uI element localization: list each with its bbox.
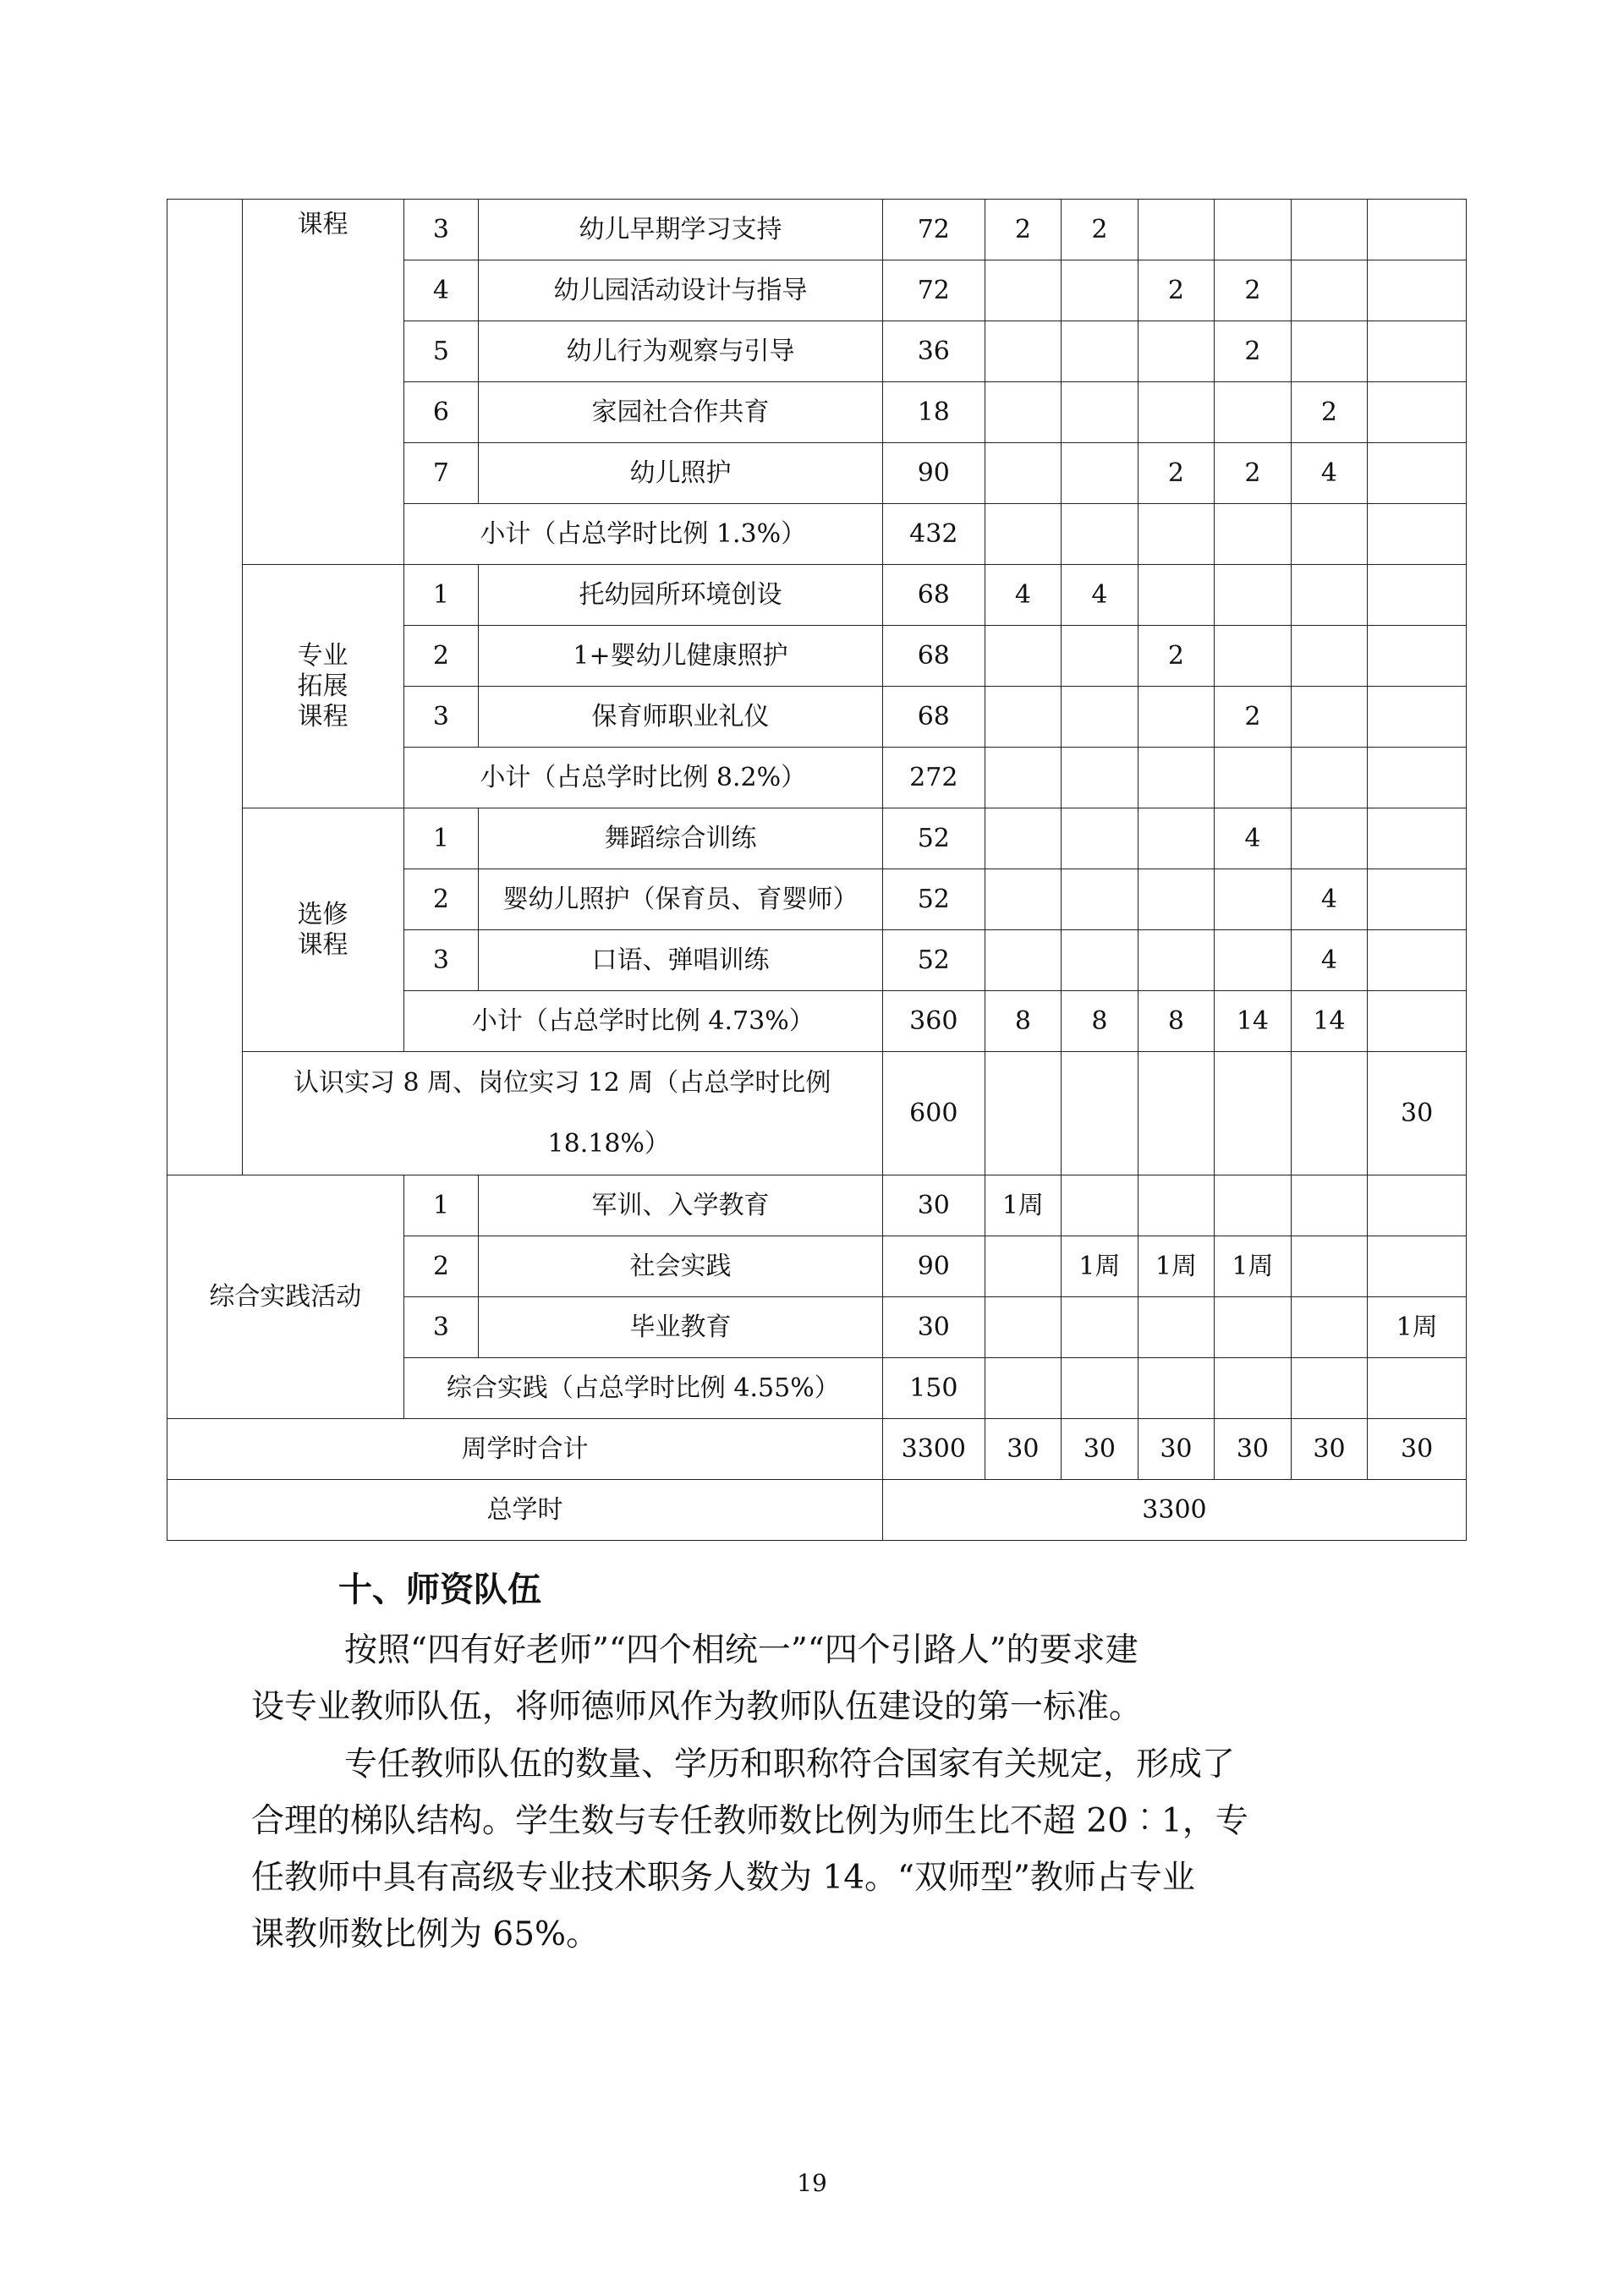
major-group-cell	[167, 200, 243, 1175]
semester-cell	[985, 626, 1062, 687]
semester-cell	[985, 1358, 1062, 1419]
course-hours: 68	[882, 687, 985, 748]
course-name: 社会实践	[479, 1236, 883, 1297]
practice-label: 综合实践活动	[167, 1175, 404, 1419]
course-hours: 90	[882, 443, 985, 504]
semester-cell	[1215, 382, 1292, 443]
semester-cell: 1周	[985, 1175, 1062, 1236]
semester-cell	[1215, 1358, 1292, 1419]
internship-line: 认识实习 8 周、岗位实习 12 周（占总学时比例	[294, 1067, 831, 1098]
semester-cell: 2	[1062, 200, 1138, 260]
semester-cell	[1062, 748, 1138, 808]
semester-cell	[1215, 930, 1292, 991]
semester-cell	[1062, 1175, 1138, 1236]
course-number: 3	[403, 200, 479, 260]
semester-cell	[985, 930, 1062, 991]
section-heading: 十、师资队伍	[338, 1570, 541, 1609]
course-number: 2	[403, 1236, 479, 1297]
semester-cell	[1215, 626, 1292, 687]
course-hours: 18	[882, 382, 985, 443]
semester-cell	[1138, 1358, 1215, 1419]
semester-cell	[1138, 321, 1215, 382]
course-number: 4	[403, 260, 479, 321]
subtotal-label: 小计（占总学时比例 1.3%）	[403, 504, 882, 565]
semester-cell	[985, 808, 1062, 869]
paragraph-1-line: 按照“四有好老师”“四个相统一”“四个引路人”的要求建	[344, 1631, 1138, 1669]
semester-cell	[1062, 930, 1138, 991]
semester-cell	[985, 321, 1062, 382]
semester-cell	[1291, 504, 1368, 565]
course-number: 7	[403, 443, 479, 504]
semester-cell	[1368, 748, 1467, 808]
course-hours: 52	[882, 930, 985, 991]
subtotal-label: 综合实践（占总学时比例 4.55%）	[403, 1358, 882, 1419]
semester-cell	[1291, 200, 1368, 260]
course-name: 毕业教育	[479, 1297, 883, 1358]
semester-cell	[1368, 808, 1467, 869]
semester-cell	[1368, 260, 1467, 321]
semester-cell: 2	[1138, 260, 1215, 321]
semester-cell	[1062, 504, 1138, 565]
semester-cell: 14	[1291, 991, 1368, 1052]
semester-cell	[1215, 565, 1292, 626]
semester-cell: 30	[1291, 1419, 1368, 1480]
category-label-line: 课程	[297, 929, 348, 960]
semester-cell	[1062, 808, 1138, 869]
table-row	[167, 200, 1467, 260]
semester-cell	[1215, 1052, 1292, 1175]
semester-cell	[1138, 1175, 1215, 1236]
semester-cell: 2	[1215, 321, 1292, 382]
category-label	[242, 565, 403, 808]
semester-cell: 30	[985, 1419, 1062, 1480]
course-name: 幼儿早期学习支持	[479, 200, 883, 260]
semester-cell: 30	[1215, 1419, 1292, 1480]
course-number: 1	[403, 1175, 479, 1236]
semester-cell	[1138, 200, 1215, 260]
semester-cell	[1215, 869, 1292, 930]
semester-cell: 30	[1368, 1419, 1467, 1480]
grand-total-value: 3300	[882, 1480, 1466, 1541]
semester-cell	[1291, 808, 1368, 869]
semester-cell	[1368, 1236, 1467, 1297]
semester-cell: 2	[985, 200, 1062, 260]
semester-cell	[985, 869, 1062, 930]
semester-cell: 30	[1138, 1419, 1215, 1480]
course-hours: 72	[882, 260, 985, 321]
course-name: 婴幼儿照护（保育员、育婴师）	[479, 869, 883, 930]
semester-cell: 1周	[1062, 1236, 1138, 1297]
course-number: 3	[403, 930, 479, 991]
semester-cell: 14	[1215, 991, 1292, 1052]
course-number: 1	[403, 565, 479, 626]
subtotal-hours: 360	[882, 991, 985, 1052]
grand-total-label: 总学时	[167, 1480, 883, 1541]
category-label-line: 专业	[297, 640, 348, 671]
semester-cell	[1062, 382, 1138, 443]
semester-cell	[1368, 869, 1467, 930]
course-hours: 30	[882, 1297, 985, 1358]
course-number: 5	[403, 321, 479, 382]
semester-cell: 2	[1215, 260, 1292, 321]
semester-cell: 4	[1291, 930, 1368, 991]
semester-cell: 4	[1291, 869, 1368, 930]
semester-cell: 2	[1138, 443, 1215, 504]
semester-cell	[1138, 382, 1215, 443]
semester-cell	[1368, 930, 1467, 991]
semester-cell	[985, 504, 1062, 565]
category-label: 课程	[242, 200, 403, 565]
semester-cell	[1368, 382, 1467, 443]
semester-cell	[1215, 748, 1292, 808]
semester-cell	[1215, 1175, 1292, 1236]
semester-cell	[985, 687, 1062, 748]
course-hours: 52	[882, 808, 985, 869]
table-row	[167, 1419, 1467, 1480]
semester-cell: 2	[1215, 443, 1292, 504]
semester-cell	[1062, 626, 1138, 687]
semester-cell	[985, 748, 1062, 808]
semester-cell	[1138, 1052, 1215, 1175]
course-number: 3	[403, 687, 479, 748]
semester-cell	[1138, 1297, 1215, 1358]
semester-cell	[1291, 565, 1368, 626]
semester-cell	[1291, 321, 1368, 382]
paragraph-2-line: 课教师数比例为 65%。	[251, 1915, 600, 1954]
semester-cell	[1291, 748, 1368, 808]
semester-cell	[1215, 504, 1292, 565]
category-label-line: 拓展	[297, 671, 348, 701]
table-row	[167, 1175, 1467, 1236]
semester-cell: 1周	[1368, 1297, 1467, 1358]
semester-cell	[1062, 1358, 1138, 1419]
weekly-total-label: 周学时合计	[167, 1419, 883, 1480]
semester-cell	[1138, 687, 1215, 748]
semester-cell	[1138, 930, 1215, 991]
semester-cell: 8	[1062, 991, 1138, 1052]
semester-cell	[1062, 321, 1138, 382]
semester-cell	[1368, 626, 1467, 687]
semester-cell	[1138, 748, 1215, 808]
semester-cell	[1368, 200, 1467, 260]
course-name: 军训、入学教育	[479, 1175, 883, 1236]
course-hours: 68	[882, 565, 985, 626]
course-name: 托幼园所环境创设	[479, 565, 883, 626]
semester-cell	[1138, 869, 1215, 930]
category-label-line: 课程	[297, 701, 348, 732]
semester-cell	[1062, 260, 1138, 321]
semester-cell	[985, 1236, 1062, 1297]
semester-cell	[985, 1052, 1062, 1175]
paragraph-2-line: 专任教师队伍的数量、学历和职称符合国家有关规定，形成了	[344, 1745, 1236, 1784]
semester-cell	[1062, 1052, 1138, 1175]
semester-cell: 8	[1138, 991, 1215, 1052]
course-name: 家园社合作共育	[479, 382, 883, 443]
course-hours: 72	[882, 200, 985, 260]
course-name: 幼儿行为观察与引导	[479, 321, 883, 382]
semester-cell: 1周	[1138, 1236, 1215, 1297]
semester-cell	[1138, 504, 1215, 565]
semester-cell	[985, 1297, 1062, 1358]
internship-line: 18.18%）	[547, 1128, 670, 1159]
semester-cell: 2	[1215, 687, 1292, 748]
category-label-line: 选修	[297, 899, 348, 929]
semester-cell: 2	[1138, 626, 1215, 687]
course-name: 幼儿园活动设计与指导	[479, 260, 883, 321]
paragraph-2-line: 合理的梯队结构。学生数与专任教师数比例为师生比不超 20︰1，专	[251, 1802, 1248, 1840]
semester-cell	[1368, 1358, 1467, 1419]
semester-cell	[1138, 565, 1215, 626]
semester-cell: 4	[1291, 443, 1368, 504]
semester-cell	[1291, 260, 1368, 321]
course-number: 2	[403, 626, 479, 687]
semester-cell: 8	[985, 991, 1062, 1052]
course-name: 1+婴幼儿健康照护	[479, 626, 883, 687]
course-name: 幼儿照护	[479, 443, 883, 504]
semester-cell: 30	[1368, 1052, 1467, 1175]
semester-cell: 4	[985, 565, 1062, 626]
subtotal-hours: 432	[882, 504, 985, 565]
semester-cell	[1291, 1358, 1368, 1419]
semester-cell	[1368, 504, 1467, 565]
semester-cell	[1062, 1297, 1138, 1358]
semester-cell	[985, 443, 1062, 504]
course-name: 口语、弹唱训练	[479, 930, 883, 991]
subtotal-label: 小计（占总学时比例 4.73%）	[403, 991, 882, 1052]
course-hours: 36	[882, 321, 985, 382]
semester-cell	[1368, 443, 1467, 504]
table-row	[167, 808, 1467, 869]
table-row	[167, 1480, 1467, 1541]
semester-cell	[985, 260, 1062, 321]
semester-cell	[1291, 1236, 1368, 1297]
curriculum-table	[167, 199, 1467, 1541]
table-row	[167, 1052, 1467, 1175]
semester-cell	[1291, 687, 1368, 748]
category-label	[242, 808, 403, 1052]
subtotal-hours: 150	[882, 1358, 985, 1419]
semester-cell: 2	[1291, 382, 1368, 443]
paragraph-1	[251, 1622, 1385, 1735]
table-row	[167, 565, 1467, 626]
semester-cell	[1291, 1175, 1368, 1236]
semester-cell: 4	[1062, 565, 1138, 626]
semester-cell	[1368, 565, 1467, 626]
course-hours: 30	[882, 1175, 985, 1236]
course-hours: 68	[882, 626, 985, 687]
semester-cell	[1368, 1175, 1467, 1236]
semester-cell	[1291, 1297, 1368, 1358]
semester-cell	[1291, 626, 1368, 687]
semester-cell	[1062, 869, 1138, 930]
semester-cell	[1138, 808, 1215, 869]
semester-cell: 4	[1215, 808, 1292, 869]
internship-hours: 600	[882, 1052, 985, 1175]
course-name: 保育师职业礼仪	[479, 687, 883, 748]
subtotal-label: 小计（占总学时比例 8.2%）	[403, 748, 882, 808]
course-hours: 52	[882, 869, 985, 930]
semester-cell	[1062, 687, 1138, 748]
internship-label	[242, 1052, 882, 1175]
paragraph-2	[251, 1736, 1385, 1963]
semester-cell	[1368, 991, 1467, 1052]
page-number: 19	[797, 2169, 827, 2197]
semester-cell	[985, 382, 1062, 443]
course-number: 1	[403, 808, 479, 869]
course-hours: 90	[882, 1236, 985, 1297]
subtotal-hours: 272	[882, 748, 985, 808]
semester-cell	[1291, 1052, 1368, 1175]
course-name: 舞蹈综合训练	[479, 808, 883, 869]
table-body	[167, 200, 1467, 1541]
course-number: 3	[403, 1297, 479, 1358]
semester-cell	[1062, 443, 1138, 504]
paragraph-1-line: 设专业教师队伍，将师德师风作为教师队伍建设的第一标准。	[251, 1688, 1143, 1726]
semester-cell	[1215, 200, 1292, 260]
semester-cell	[1215, 1297, 1292, 1358]
semester-cell	[1368, 687, 1467, 748]
semester-cell: 1周	[1215, 1236, 1292, 1297]
course-number: 6	[403, 382, 479, 443]
weekly-total-hours: 3300	[882, 1419, 985, 1480]
course-number: 2	[403, 869, 479, 930]
semester-cell: 30	[1062, 1419, 1138, 1480]
semester-cell	[1368, 321, 1467, 382]
paragraph-2-line: 任教师中具有高级专业技术职务人数为 14。“双师型”教师占专业	[251, 1859, 1195, 1897]
